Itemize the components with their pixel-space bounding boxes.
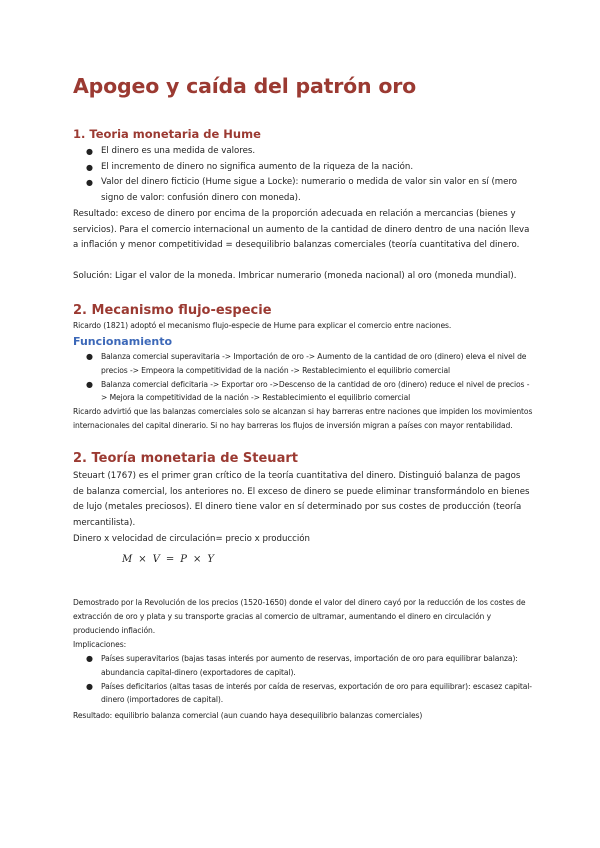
implicaciones-bullet-list: [73, 652, 533, 707]
list-item: ● Países deficitarios (altas tasas de interés por caída de reservas, exportación de oro para equilibrar): escasez capital-dinero (importadores de capital).: [86, 681, 532, 705]
steuart-resultado: Resultado: equilibrio balanza comercial (aun cuando haya desequilibrio balanzas comerciales): [73, 711, 423, 720]
hume-solucion: Solución: Ligar el valor de la moneda. Imbricar numerario (moneda nacional) al oro (moneda mundial).: [73, 271, 517, 281]
list-item: ● Balanza comercial superavitaria -> Importación de oro -> Aumento de la cantidad de oro (dinero) eleva el nivel de precios -> Empeora la competitividad de la nación -> Restablecimiento el equilibrio comercial: [86, 352, 527, 375]
revolucion-precios-paragraph: Demostrado por la Revolución de los precios (1520-1650) donde el valor del dinero cayó por la reducción de los costes de extracción de oro y plata y su transporte gracias al comercio de ultramar, aumentando el dinero en circulación y produciendo inflación.: [73, 598, 526, 635]
bullet-dot-icon: ●: [86, 654, 93, 663]
ricardo-note: Ricardo advirtió que las balanzas comerciales solo se alcanzan si hay barreras entre naciones que impiden los movimientos internacionales del capital dinerario. Si no hay barreras los flujos de inversión migran a países con mayor rentabilidad.: [73, 407, 533, 430]
bullet-dot-icon: ●: [86, 162, 93, 172]
section-heading-flujo-especie: 2. Mecanismo flujo-especie: [73, 303, 272, 318]
section-heading-steuart: 2. Teoría monetaria de Steuart: [73, 451, 298, 466]
subheading-funcionamiento: Funcionamiento: [73, 335, 173, 348]
list-item: ● El incremento de dinero no significa aumento de la riqueza de la nación.: [73, 160, 533, 176]
list-item: ● El dinero es una medida de valores.: [73, 144, 533, 160]
bullet-dot-icon: ●: [86, 379, 93, 389]
funcionamiento-bullet-list: [73, 350, 533, 405]
section-heading-hume: 1. Teoria monetaria de Hume: [73, 127, 261, 141]
list-item: ● Países superavitarios (bajas tasas interés por aumento de reservas, importación de oro para equilibrar balanza): abundancia capital-dinero (exportadores de capital).: [86, 654, 518, 677]
hume-bullet-list: [73, 144, 533, 206]
hume-resultado: Resultado: exceso de dinero por encima de la proporción adecuada en relación a mercancias (bienes y servicios). Para el comercio internacional un aumento de la cantidad de dinero dentro de una nación lleva a inflación y menor competitividad = desequilibrio balanzas comerciales (teoría cuantitativa del dinero.: [73, 209, 530, 251]
page-title: Apogeo y caída del patrón oro: [73, 74, 417, 98]
bullet-dot-icon: ●: [86, 178, 93, 188]
list-item: ● Valor del dinero ficticio (Hume sigue a Locke): numerario o medida de valor sin valor en sí (mero signo de valor: confusión dinero con moneda).: [86, 177, 518, 203]
steuart-paragraph: Steuart (1767) es el primer gran crítico de la teoría cuantitativa del dinero. Distinguió balanza de pagos de balanza comercial, los anteriores no. El exceso de dinero se puede eliminar transformándolo en bienes de lujo (metales preciosos). El dinero tiene valor en sí determinado por sus costes de producción (teoría mercantilista).: [73, 471, 530, 528]
bullet-dot-icon: ●: [86, 681, 93, 691]
implicaciones-label: Implicaciones:: [73, 640, 127, 649]
equation-text: Dinero x velocidad de circulación= precio x producción: [73, 534, 310, 544]
bullet-dot-icon: ●: [86, 352, 93, 361]
bullet-dot-icon: ●: [86, 147, 93, 156]
list-item: ● Balanza comercial deficitaria -> Exportar oro ->Descenso de la cantidad de oro (dinero) reduce el nivel de precios -> Mejora la competitividad de la nación -> Restablecimiento el equilibrio comercial: [86, 379, 530, 403]
flujo-intro: Ricardo (1821) adoptó el mecanismo flujo-especie de Hume para explicar el comercio entre naciones.: [73, 321, 452, 330]
quantity-equation-formula: M × V = P × Y: [122, 554, 214, 565]
